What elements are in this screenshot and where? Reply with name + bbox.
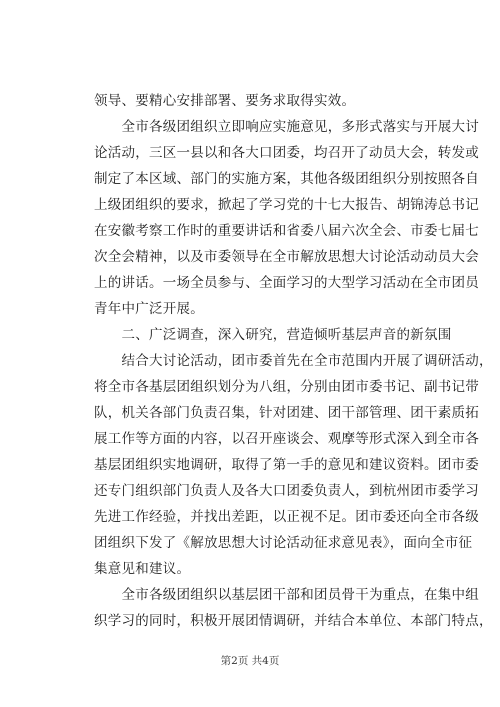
text-line: 上级团组织的要求，掀起了学习党的十七大报告、胡锦涛总书记 (94, 197, 479, 213)
text-line: 次全会精神，以及市委领导在全市解放思想大讨论活动动员大会 (94, 249, 479, 265)
text-line: 领导、要精心安排部署、要务求取得实效。 (94, 93, 356, 109)
text-line: 织学习的同时，积极开展团情调研，并结合本单位、本部门特点， (94, 613, 493, 629)
text-line: 队，机关各部门负责召集，针对团建、团干部管理、团干素质拓 (94, 405, 479, 421)
text-line: 制定了本区域、部门的实施方案，其他各级团组织分别按照各自 (94, 171, 479, 187)
text-line: 展工作等方面的内容，以召开座谈会、观摩等形式深入到全市各 (94, 431, 479, 447)
text-line: 在安徽考察工作时的重要讲话和省委八届六次全会、市委七届七 (94, 223, 479, 239)
text-line: 还专门组织部门负责人及各大口团委负责人，到杭州团市委学习 (94, 483, 479, 499)
text-line: 团组织下发了《解放思想大讨论活动征求意见表》，面向全市征 (94, 535, 473, 551)
text-line: 将全市各基层团组织划分为八组，分别由团市委书记、副书记带 (94, 379, 479, 395)
section-heading: 二、广泛调查，深入研究，营造倾听基层声音的新氛围 (94, 327, 452, 343)
text-line: 全市各级团组织以基层团干部和团员骨干为重点，在集中组 (94, 587, 479, 603)
body-text (94, 88, 493, 634)
text-line: 论活动，三区一县以和各大口团委，均召开了动员大会，转发或 (94, 145, 479, 161)
text-line: 先进工作经验，并找出差距，以正视不足。团市委还向全市各级 (94, 509, 479, 525)
text-line: 基层团组织实地调研，取得了第一手的意见和建议资料。团市委 (94, 457, 479, 473)
text-line: 集意见和建议。 (94, 561, 191, 577)
text-line: 青年中广泛开展。 (94, 301, 204, 317)
text-line: 全市各级团组织立即响应实施意见，多形式落实与开展大讨 (94, 119, 479, 135)
text-line: 上的讲话。一场全员参与、全面学习的大型学习活动在全市团员 (94, 275, 479, 291)
text-line: 结合大讨论活动，团市委首先在全市范围内开展了调研活动， (94, 353, 493, 369)
page-footer: 第2页 共4页 (220, 655, 280, 667)
